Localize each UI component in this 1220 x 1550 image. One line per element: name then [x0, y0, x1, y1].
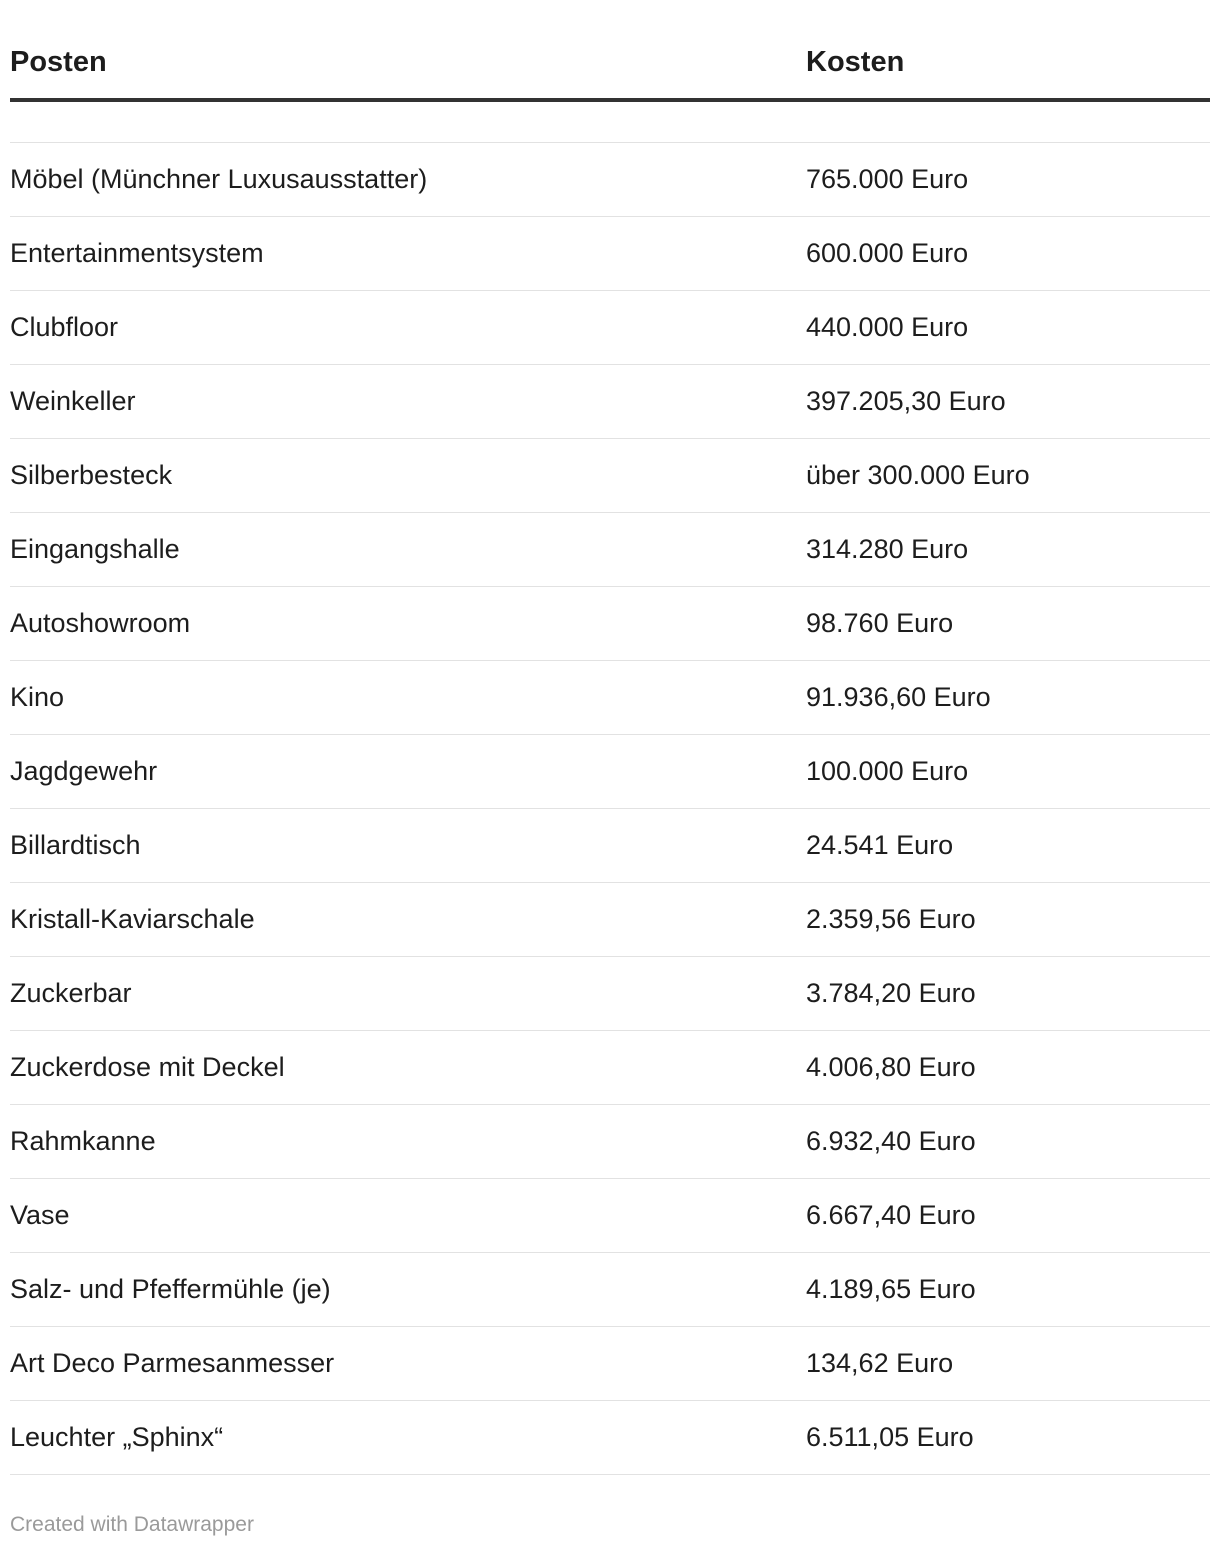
cell-item: Kino — [10, 682, 65, 712]
cell-item: Salz- und Pfeffermühle (je) — [10, 1274, 331, 1304]
cell-item: Jagdgewehr — [10, 756, 158, 786]
cell-cost: 4.189,65 Euro — [806, 1274, 976, 1304]
table-row — [10, 957, 1210, 1031]
cell-cost: 397.205,30 Euro — [806, 386, 1006, 416]
table-row — [10, 1179, 1210, 1253]
cell-cost: 98.760 Euro — [806, 608, 954, 638]
table-body — [10, 143, 1210, 1475]
table-row — [10, 1401, 1210, 1475]
cell-item: Entertainmentsystem — [10, 238, 264, 268]
table-header — [10, 0, 1210, 102]
cell-cost: 600.000 Euro — [806, 238, 969, 268]
table-row — [10, 365, 1210, 439]
cell-item: Leuchter „Sphinx“ — [10, 1422, 224, 1452]
table-row — [10, 809, 1210, 883]
cell-cost: 6.511,05 Euro — [806, 1422, 974, 1452]
table-row — [10, 883, 1210, 957]
cell-item: Eingangshalle — [10, 534, 180, 564]
table-spacer — [10, 102, 1210, 143]
cell-item: Art Deco Parmesanmesser — [10, 1348, 335, 1378]
cell-item: Zuckerbar — [10, 978, 132, 1008]
cell-item: Rahmkanne — [10, 1126, 156, 1156]
column-header-cost[interactable]: Kosten — [806, 46, 905, 78]
cell-cost: über 300.000 Euro — [806, 460, 1030, 490]
cell-item: Weinkeller — [10, 386, 136, 416]
cell-cost: 6.667,40 Euro — [806, 1200, 976, 1230]
table-row — [10, 217, 1210, 291]
table-row — [10, 587, 1210, 661]
table-row — [10, 439, 1210, 513]
cell-item: Clubfloor — [10, 312, 119, 342]
cell-item: Vase — [10, 1200, 70, 1230]
column-header-item[interactable]: Posten — [10, 46, 107, 78]
cell-cost: 100.000 Euro — [806, 756, 969, 786]
table-row — [10, 1253, 1210, 1327]
cell-cost: 4.006,80 Euro — [806, 1052, 976, 1082]
table-row — [10, 661, 1210, 735]
cell-item: Silberbesteck — [10, 460, 173, 490]
cell-cost: 314.280 Euro — [806, 534, 969, 564]
cell-cost: 765.000 Euro — [806, 164, 969, 194]
table-row — [10, 1105, 1210, 1179]
cell-item: Möbel (Münchner Luxusausstatter) — [10, 164, 428, 194]
cell-item: Kristall-Kaviarschale — [10, 904, 255, 934]
table-row — [10, 143, 1210, 217]
table-row — [10, 735, 1210, 809]
cell-cost: 91.936,60 Euro — [806, 682, 991, 712]
table-row — [10, 1327, 1210, 1401]
table-row — [10, 291, 1210, 365]
cell-item: Autoshowroom — [10, 608, 191, 638]
table-row — [10, 513, 1210, 587]
cell-cost: 440.000 Euro — [806, 312, 969, 342]
table-row — [10, 1031, 1210, 1105]
cell-cost: 3.784,20 Euro — [806, 978, 976, 1008]
datawrapper-credit[interactable]: Created with Datawrapper — [10, 1513, 254, 1536]
cell-cost: 134,62 Euro — [806, 1348, 954, 1378]
cell-cost: 24.541 Euro — [806, 830, 954, 860]
cell-cost: 6.932,40 Euro — [806, 1126, 976, 1156]
cell-item: Zuckerdose mit Deckel — [10, 1052, 285, 1082]
cell-item: Billardtisch — [10, 830, 141, 860]
cell-cost: 2.359,56 Euro — [806, 904, 976, 934]
cost-table — [10, 0, 1210, 1475]
